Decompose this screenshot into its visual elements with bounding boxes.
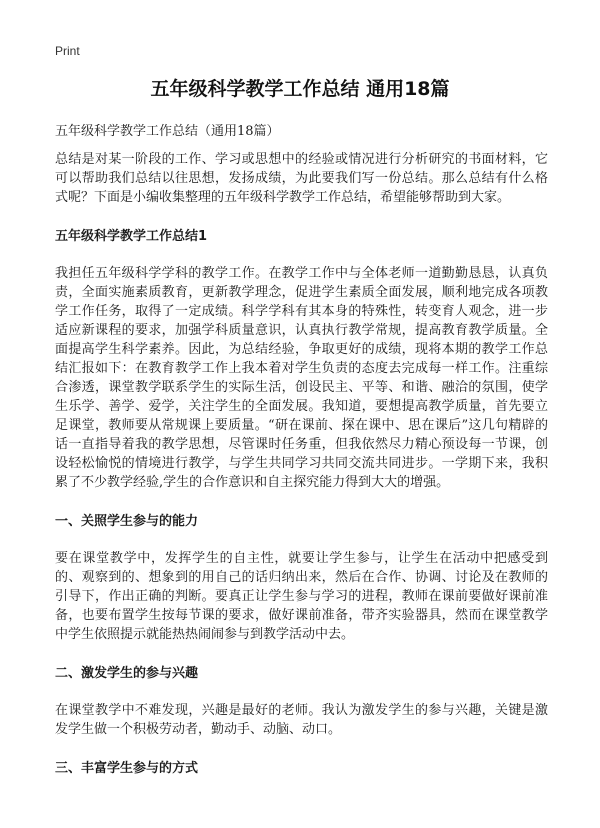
subsection-heading-a: 一、关照学生参与的能力 [55, 514, 199, 529]
subsection-heading-c: 三、丰富学生参与的方式 [55, 761, 199, 776]
subsection-paragraph-a: 要在课堂教学中，发挥学生的自主性，就要让学生参与，让学生在活动中把感受到的、观察到的、想象到的用自己的话归纳出来，然后在合作、协调、讨论及在教师的引导下，作出正确的判断。要真正让学生参与学习的进程，教师在课前要做好课前准备，也要布置学生按每节课的要求，做好课前准备，带齐实验器具，然而在课堂教学中学生依照提示就能热热闹闹参与到教学活动中去。 [55, 551, 548, 642]
subsection-paragraph-b: 在课堂教学中不难发现，兴趣是最好的老师。我认为激发学生的参与兴趣，关键是激发学生做一个积极劳动者，勤动手、动脑、动口。 [55, 703, 548, 737]
document-content [55, 150, 548, 796]
section-heading-1: 五年级科学教学工作总结1 [55, 229, 208, 244]
subsection-heading-b: 二、激发学生的参与兴趣 [55, 666, 199, 681]
intro-paragraph: 总结是对某一阶段的工作、学习或思想中的经验或情况进行分析研究的书面材料，它可以帮助我们总结以往思想，发扬成绩，为此要我们写一份总结。那么总结有什么格式呢？下面是小编收集整理的五年级科学教学工作总结，希望能够帮助到大家。 [55, 152, 548, 205]
section-paragraph-1: 我担任五年级科学学科的教学工作。在教学工作中与全体老师一道勤勤恳恳，认真负责，全面实施素质教育，更新教学理念，促进学生素质全面发展，顺利地完成各项教学工作任务，取得了一定成绩。科学学科有其本身的特殊性，转变育人观念，进一步适应新课程的要求，加强学科质量意识，认真执行教学常规，提高教育教学质量。全面提高学生科学素养。因此，为总结经验，争取更好的成绩，现将本期的教学工作总结汇报如下：在教育教学工作上我本着对学生负责的态度去完成每一样工作。注重综合渗透，课堂教学联系学生的实际生活，创设民主、平等、和谐、融洽的氛围，使学生乐学、善学、爱学，关注学生的全面发展。我知道，要想提高教学质量，首先要立足课堂，教师要从常规课上要质量。“研在课前、探在课中、思在课后”这几句精辟的话一直指导着我的教学思想，尽管课时任务重，但我依然尽力精心预设每一节课，创设轻松愉悦的情境进行教学，与学生共同学习共同交流共同进步。一学期下来，我积累了不少教学经验,学生的合作意识和自主探究能力得到大大的增强。 [55, 266, 548, 490]
print-link[interactable]: Print [55, 44, 80, 58]
page-title: 五年级科学教学工作总结 通用18篇 [150, 78, 450, 100]
document-subtitle: 五年级科学教学工作总结（通用18篇） [55, 124, 280, 139]
